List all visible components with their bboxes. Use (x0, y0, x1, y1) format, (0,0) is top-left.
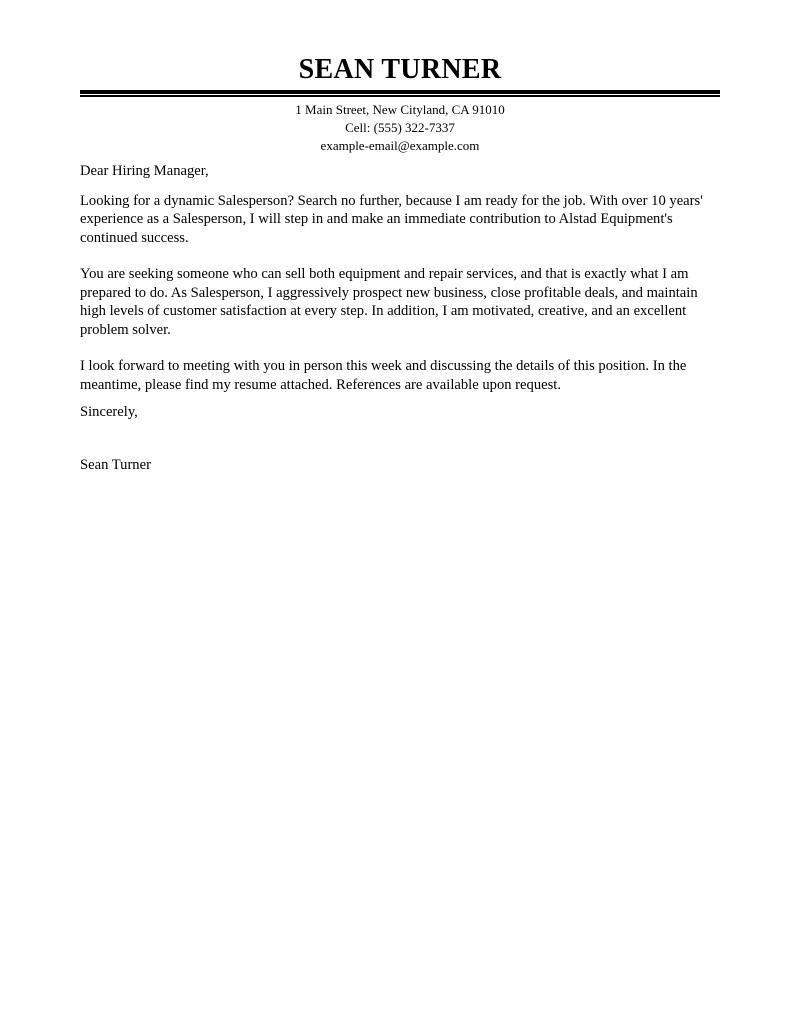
header-divider-thin (80, 95, 720, 97)
address-line: 1 Main Street, New Cityland, CA 91010 (295, 102, 505, 117)
paragraph-qualifications: You are seeking someone who can sell both equipment and repair services, and that is exactly what I am prepared to do. As Salesperson, I aggressively prospect new business, close profitable deals, and maintain high levels of customer satisfaction at every step. In addition, I am motivated, creative, and an excellent problem solver. (80, 266, 698, 338)
applicant-name-heading: SEAN TURNER (298, 54, 502, 85)
complimentary-close: Sincerely, (80, 404, 138, 420)
phone-line: Cell: (555) 322-7337 (345, 120, 455, 135)
paragraph-closing: I look forward to meeting with you in person this week and discussing the details of this position. In the meantime, please find my resume attached. References are available upon request. (80, 358, 687, 393)
signature-name: Sean Turner (80, 456, 151, 473)
salutation: Dear Hiring Manager, (80, 163, 209, 179)
contact-block (80, 101, 720, 155)
letter-body (80, 162, 725, 474)
email-line: example-email@example.com (320, 138, 480, 153)
paragraph-intro: Looking for a dynamic Salesperson? Search no further, because I am ready for the job. With over 10 years' experience as a Salesperson, I will step in and make an immediate contribution to Alstad Equipment's continued success. (80, 192, 703, 246)
header-divider-thick (80, 90, 720, 94)
